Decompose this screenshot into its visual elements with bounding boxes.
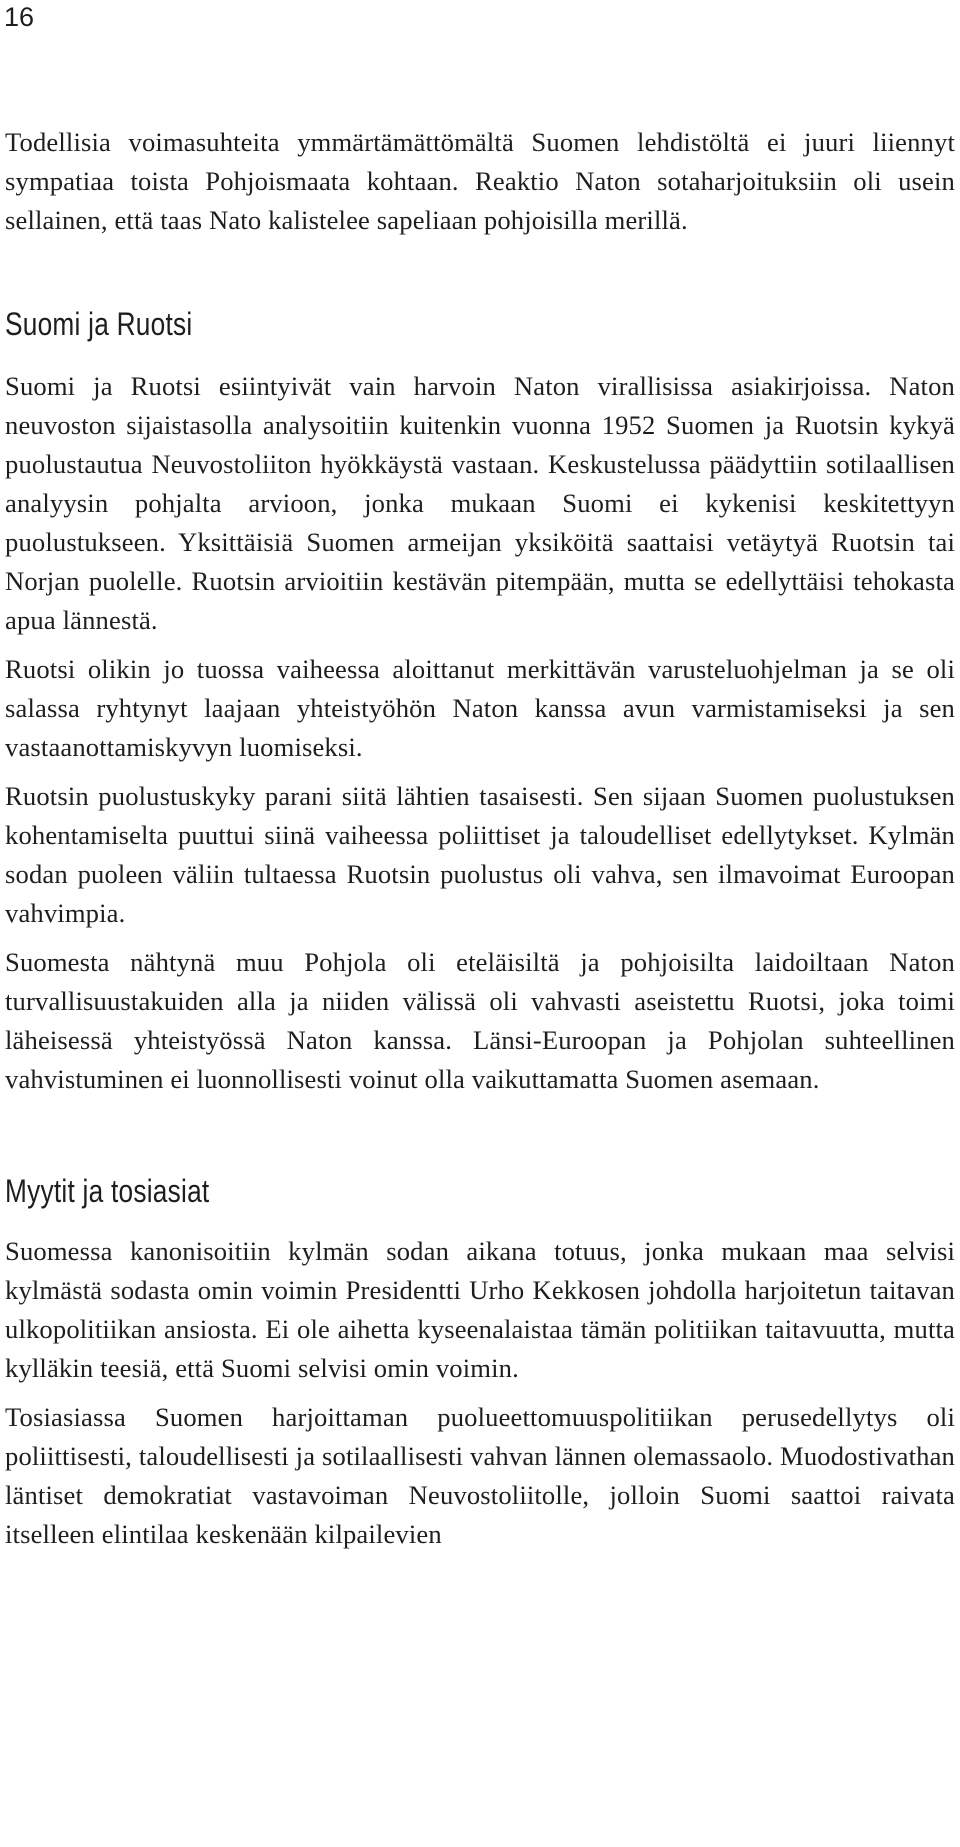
suomi-ruotsi-paragraph-1: Suomi ja Ruotsi esiintyivät vain harvoin Naton virallisissa asiakirjoissa. Naton neuvoston sijaistasolla analysoitiin kuitenkin vuonna 1952 Suomen ja Ruotsin kykyä puolustautua Neuvostoliiton hyökkäystä vastaan. Keskustelussa päädyttiin sotilaallisen analyysin pohjalta arvioon, jonka mukaan Suomi ei kykenisi keskitettyyn puolustukseen. Yksittäisiä Suomen armeijan yksiköitä saattaisi vetäytyä Ruotsin tai Norjan puolelle. Ruotsin arvioitiin kestävän pitempään, mutta se edellyttäisi tehokasta apua lännestä.: [5, 371, 955, 635]
suomi-ruotsi-paragraph-2: Ruotsi olikin jo tuossa vaiheessa aloittanut merkittävän varusteluohjelman ja se oli salassa ryhtynyt laajaan yhteistyöhön Naton kanssa avun varmistamiseksi ja sen vastaanottamiskyvyn luomiseksi.: [5, 654, 955, 762]
page-number: 16: [4, 2, 35, 32]
myytit-paragraph-1: Suomessa kanonisoitiin kylmän sodan aikana totuus, jonka mukaan maa selvisi kylmästä sodasta omin voimin Presidentti Urho Kekkosen johdolla harjoitetun taitavan ulkopolitiikan ansiosta. Ei ole aihetta kyseenalaistaa tämän politiikan taitavuutta, mutta kylläkin teesiä, että Suomi selvisi omin voimin.: [5, 1236, 955, 1383]
myytit-paragraph-2: Tosiasiassa Suomen harjoittaman puolueettomuuspolitiikan perusedellytys oli poliittisesti, taloudellisesti ja sotilaallisesti vahvan lännen olemassaolo. Muodostivathan läntiset demokratiat vastavoiman Neuvostoliitolle, jolloin Suomi saattoi raivata itselleen elintilaa keskenään kilpailevien: [5, 1402, 955, 1549]
section-heading-myytit-ja-tosiasiat: Myytit ja tosiasiat: [5, 1173, 210, 1209]
suomi-ruotsi-paragraph-3: Ruotsin puolustuskyky parani siitä lähtien tasaisesti. Sen sijaan Suomen puolustuksen kohentamiselta puuttui siinä vaiheessa poliittiset ja taloudelliset edellytykset. Kylmän sodan puoleen väliin tultaessa Ruotsin puolustus oli vahva, sen ilmavoimat Euroopan vahvimpia.: [5, 781, 955, 928]
section-heading-suomi-ja-ruotsi: Suomi ja Ruotsi: [5, 306, 193, 342]
suomi-ruotsi-paragraph-4: Suomesta nähtynä muu Pohjola oli eteläisiltä ja pohjoisilta laidoiltaan Naton turvallisuustakuiden alla ja niiden välissä oli vahvasti aseistettu Ruotsi, joka toimi läheisessä yhteistyössä Naton kanssa. Länsi-Euroopan ja Pohjolan suhteellinen vahvistuminen ei luonnollisesti voinut olla vaikuttamatta Suomen asemaan.: [5, 947, 955, 1094]
intro-paragraph-1: Todellisia voimasuhteita ymmärtämättömältä Suomen lehdistöltä ei juuri liiennyt sympatiaa toista Pohjoismaata kohtaan. Reaktio Naton sotaharjoituksiin oli usein sellainen, että taas Nato kalistelee sapeliaan pohjoisilla merillä.: [5, 127, 955, 235]
document-body: [5, 123, 955, 1554]
